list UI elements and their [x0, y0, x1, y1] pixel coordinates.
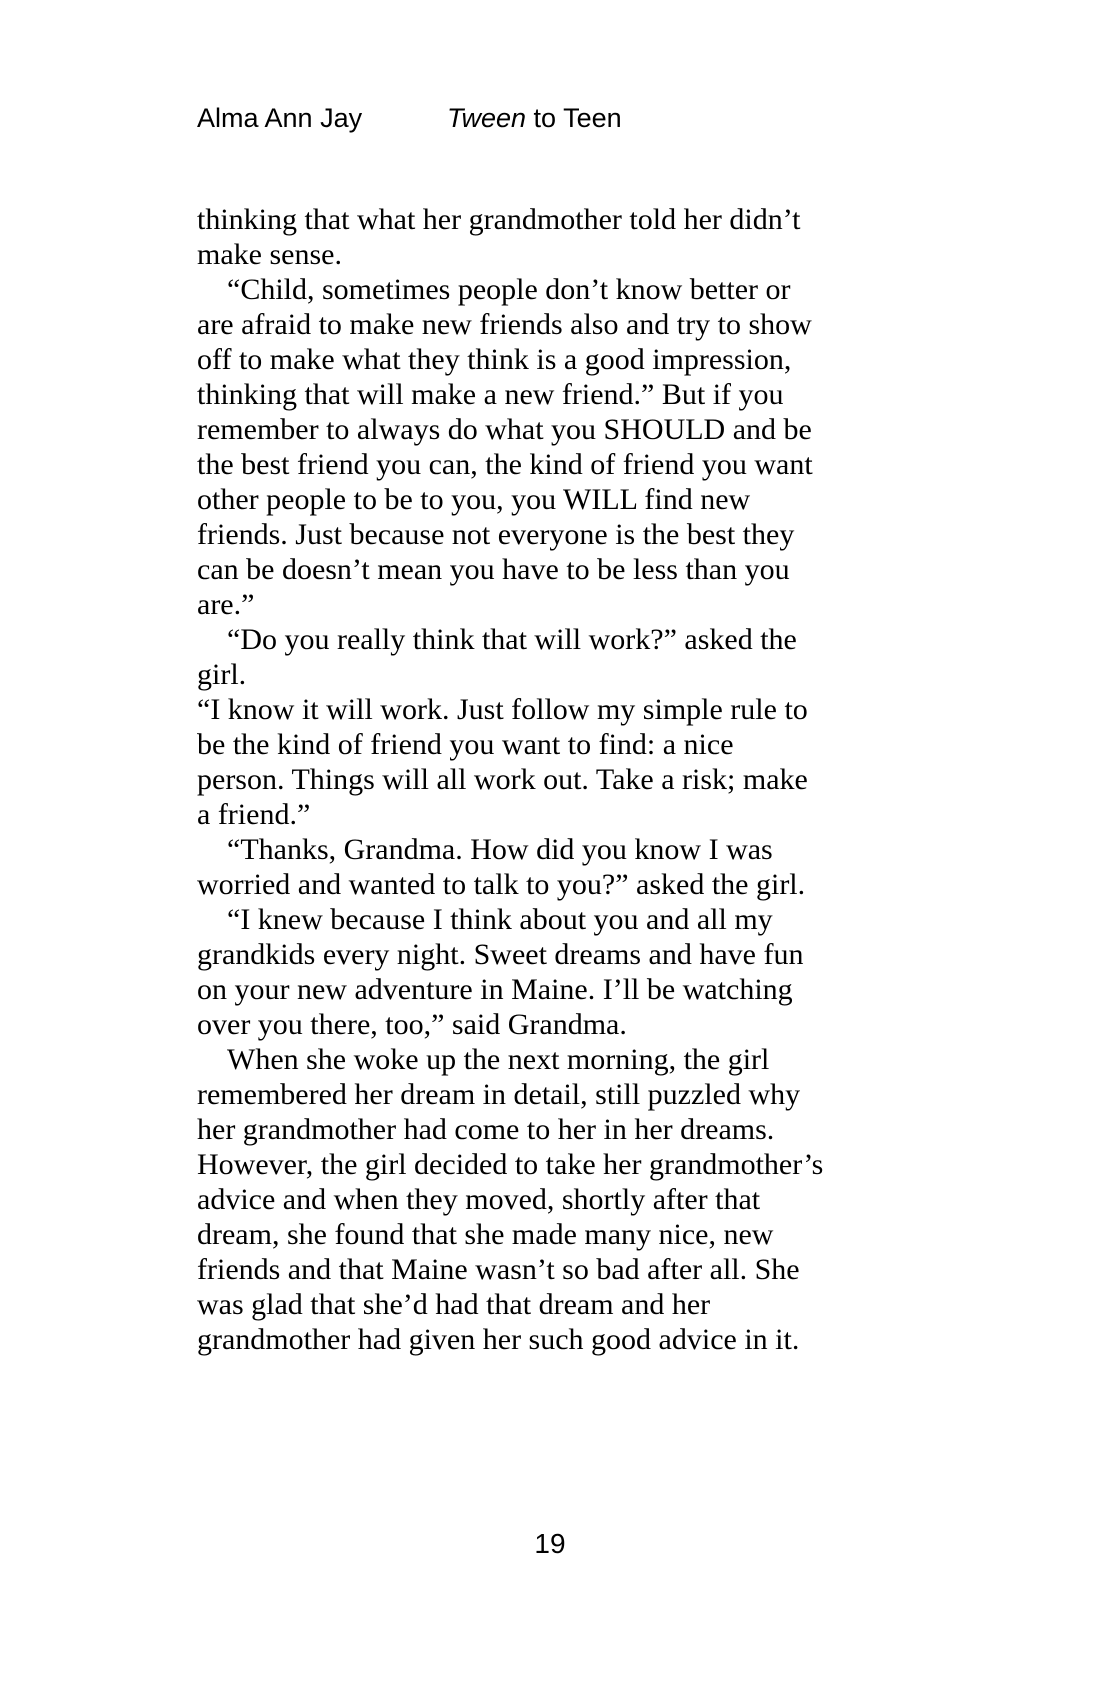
header-title-rest: to Teen — [526, 103, 622, 133]
text-line: grandkids every night. Sweet dreams and have fun — [197, 938, 804, 971]
page-body-text — [197, 202, 927, 1357]
text-line: thinking that will make a new friend.” But if you — [197, 378, 784, 411]
text-line: other people to be to you, you WILL find new — [197, 483, 751, 516]
text-line: worried and wanted to talk to you?” asked the girl. — [197, 868, 806, 901]
text-line: friends and that Maine wasn’t so bad after all. She — [197, 1253, 800, 1286]
text-line: was glad that she’d had that dream and her — [197, 1288, 711, 1321]
header-author: Alma Ann Jay — [197, 103, 363, 133]
text-line: are.” — [197, 588, 255, 621]
text-line: remembered her dream in detail, still puzzled why — [197, 1078, 801, 1111]
text-line: advice and when they moved, shortly after that — [197, 1183, 761, 1216]
text-line: When she woke up the next morning, the girl — [227, 1043, 770, 1076]
text-line: grandmother had given her such good advice in it. — [197, 1323, 800, 1356]
text-line: make sense. — [197, 238, 342, 271]
page-number: 19 — [534, 1528, 566, 1559]
text-line: “I knew because I think about you and all my — [227, 903, 773, 936]
text-line: girl. — [197, 658, 247, 691]
text-line: “Do you really think that will work?” asked the — [227, 623, 797, 656]
text-line: the best friend you can, the kind of friend you want — [197, 448, 813, 481]
text-line: friends. Just because not everyone is the best they — [197, 518, 795, 551]
text-line: a friend.” — [197, 798, 311, 831]
text-line: remember to always do what you SHOULD and be — [197, 413, 812, 446]
text-line: thinking that what her grandmother told her didn’t — [197, 203, 801, 236]
text-line: on your new adventure in Maine. I’ll be watching — [197, 973, 793, 1006]
text-line: be the kind of friend you want to find: a nice — [197, 728, 734, 761]
text-line: “I know it will work. Just follow my simple rule to — [197, 693, 808, 726]
text-line: can be doesn’t mean you have to be less than you — [197, 553, 790, 586]
text-line: “Thanks, Grandma. How did you know I was — [227, 833, 773, 866]
text-line: are afraid to make new friends also and try to show — [197, 308, 812, 341]
text-line: her grandmother had come to her in her dreams. — [197, 1113, 775, 1146]
text-line: “Child, sometimes people don’t know better or — [227, 273, 791, 306]
header-book-title — [447, 103, 622, 133]
text-line: off to make what they think is a good impression, — [197, 343, 792, 376]
text-line: person. Things will all work out. Take a risk; make — [197, 763, 808, 796]
header-title-italic: Tween — [447, 103, 527, 133]
text-line: However, the girl decided to take her grandmother’s — [197, 1148, 824, 1181]
text-line: dream, she found that she made many nice, new — [197, 1218, 774, 1251]
text-line: over you there, too,” said Grandma. — [197, 1008, 627, 1041]
